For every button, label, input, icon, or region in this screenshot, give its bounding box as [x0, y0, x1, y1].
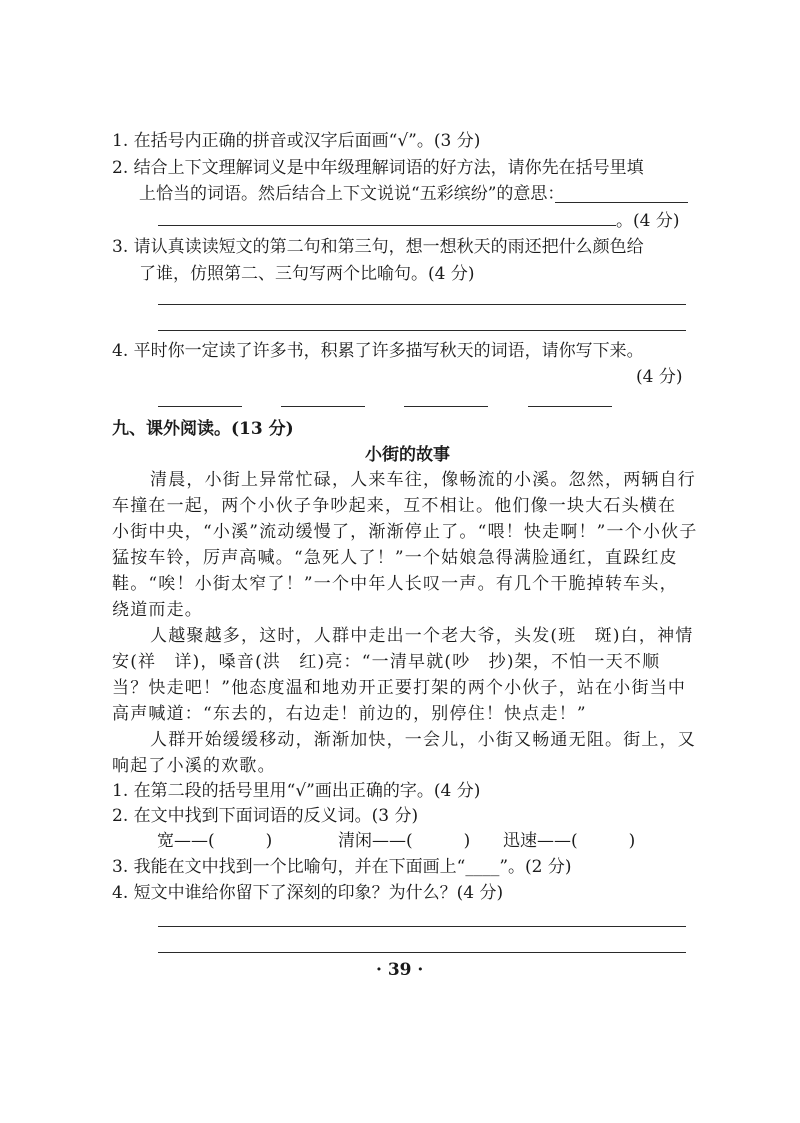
question-9-1: 1. 在第二段的括号里用“√”画出正确的字。(4 分): [112, 781, 481, 801]
question-8-2-line2: 上恰当的词语。然后结合上下文说说“五彩缤纷”的意思：: [139, 184, 565, 204]
answer-line-simile-2[interactable]: [158, 330, 686, 331]
story-line: 人越聚越多，这时，人群中走出一个老大爷，头发(班 斑)白，神情: [150, 626, 694, 646]
question-9-4: 4. 短文中谁给你留下了深刻的印象？为什么？(4 分): [112, 883, 504, 903]
story-line: 响起了小溪的欢歌。: [112, 756, 276, 776]
answer-line-impression-2[interactable]: [158, 952, 686, 953]
answer-blank-autumn-word-1[interactable]: [158, 406, 242, 407]
story-line: 小街中央，“小溪”流动缓慢了，渐渐停止了。“喂！快走啊！”一个小伙子: [112, 522, 698, 542]
story-title: 小街的故事: [365, 445, 450, 465]
antonym-blank-qingxian[interactable]: 清闲——( ): [338, 831, 471, 851]
story-line: 猛按车铃，厉声高喊。“急死人了！”一个姑娘急得满脸通红，直跺红皮: [112, 548, 678, 568]
question-8-3-line2: 了谁，仿照第二、三句写两个比喻句。(4 分): [139, 264, 475, 284]
question-8-2-line1: 2. 结合上下文理解词义是中年级理解词语的好方法，请你先在括号里填: [112, 158, 644, 178]
answer-blank-autumn-word-3[interactable]: [404, 406, 488, 407]
question-8-4-score: (4 分): [636, 367, 683, 387]
question-8-1: 1. 在括号内正确的拼音或汉字后面画“√”。(3 分): [112, 131, 481, 151]
story-line: 当？快走吧！”他态度温和地劝开正要打架的两个小伙子，站在小街当中: [112, 678, 687, 698]
question-8-2-score: 。(4 分): [616, 211, 680, 231]
story-line: 绕道而走。: [112, 600, 203, 620]
question-8-4-line1: 4. 平时你一定读了许多书，积累了许多描写秋天的词语，请你写下来。: [112, 341, 644, 361]
answer-line-impression-1[interactable]: [158, 926, 686, 927]
story-line: 安(祥 详)，嗓音(洪 红)亮：“一清早就(吵 抄)架，不怕一天不顺: [112, 652, 661, 672]
question-8-3-line1: 3. 请认真读读短文的第二句和第三句，想一想秋天的雨还把什么颜色给: [112, 237, 644, 257]
answer-blank-wucaibinfen-1[interactable]: [555, 202, 688, 203]
answer-blank-autumn-word-4[interactable]: [528, 406, 612, 407]
story-line: 高声喊道：“东去的，右边走！前边的，别停住！快点走！”: [112, 704, 587, 724]
story-line: 车撞在一起，两个小伙子争吵起来，互不相让。他们像一块大石头横在: [112, 496, 677, 516]
story-line: 人群开始缓缓移动，渐渐加快，一会儿，小街又畅通无阻。街上，又: [150, 730, 696, 750]
page-number: · 39 ·: [376, 960, 424, 980]
question-9-3: 3. 我能在文中找到一个比喻句，并在下面画上“____”。(2 分): [112, 857, 572, 877]
section-9-heading: 九、课外阅读。(13 分): [112, 419, 294, 439]
question-9-2: 2. 在文中找到下面词语的反义词。(3 分): [112, 806, 419, 826]
answer-blank-autumn-word-2[interactable]: [281, 406, 365, 407]
story-line: 鞋。“唉！小街太窄了！”一个中年人长叹一声。有几个干脆掉转车头，: [112, 574, 678, 594]
answer-line-simile-1[interactable]: [158, 304, 686, 305]
antonym-blank-kuan[interactable]: 宽——( ): [157, 831, 273, 851]
antonym-blank-xunsu[interactable]: 迅速——( ): [503, 831, 636, 851]
answer-blank-wucaibinfen-2[interactable]: [158, 225, 616, 226]
story-line: 清晨，小街上异常忙碌，人来车往，像畅流的小溪。忽然，两辆自行: [150, 470, 696, 490]
